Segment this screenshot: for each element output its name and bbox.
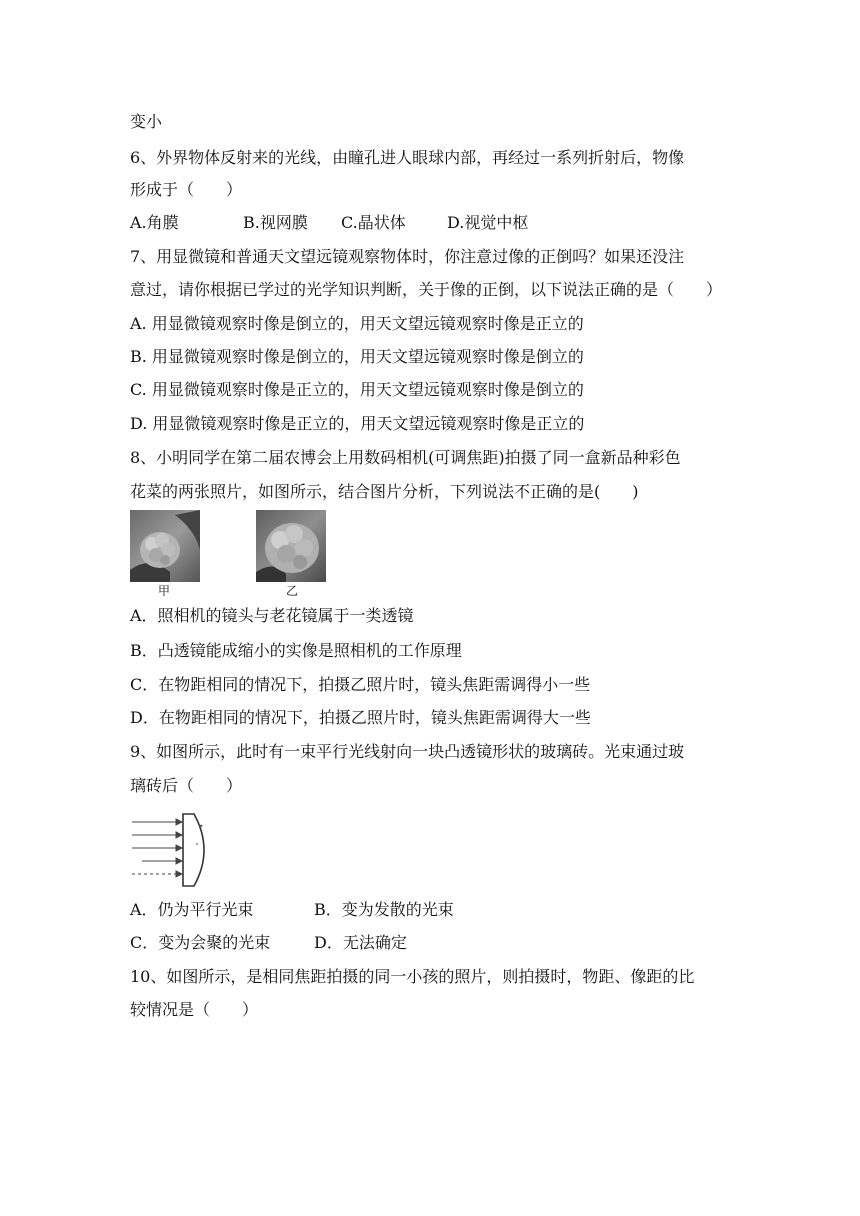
q9-option-c: C．变为会聚的光束 [130,933,271,952]
q10-stem-line-1: 10、如图所示，是相同焦距拍摄的同一小孩的照片，则拍摄时，物距、像距的比 [130,967,695,986]
continuation-line: 变小 [130,112,163,131]
q7-option-c: C. 用显微镜观察时像是正立的，用天文望远镜观察时像是倒立的 [130,380,584,399]
q8-option-a: A．照相机的镜头与老花镜属于一类透镜 [130,606,414,625]
q8-stem-line-2: 花菜的两张照片，如图所示，结合图片分析，下列说法不正确的是( ) [130,482,639,501]
q7-option-a: A. 用显微镜观察时像是倒立的，用天文望远镜观察时像是正立的 [130,314,584,333]
q9-stem-line-1: 9、如图所示，此时有一束平行光线射向一块凸透镜形状的玻璃砖。光束通过玻 [130,742,685,761]
q10-stem-line-2: 较情况是（ ） [130,1000,259,1019]
q6-options [130,213,528,233]
q6-option-d: D.视觉中枢 [447,213,529,232]
q9-option-b: B．变为发散的光束 [314,900,454,919]
lens-glass-figure [130,810,220,890]
q6-stem-line-2: 形成于（ ） [130,180,243,199]
q7-option-b: B. 用显微镜观察时像是倒立的，用天文望远镜观察时像是倒立的 [130,347,584,366]
q8-option-c: C．在物距相同的情况下，拍摄乙照片时，镜头焦距需调得小一些 [130,675,591,694]
q8-option-d: D．在物距相同的情况下，拍摄乙照片时，镜头焦距需调得大一些 [130,708,591,727]
q9-option-d: D．无法确定 [314,933,407,952]
cauliflower-photo-jia [130,510,200,582]
q8-stem-line-1: 8、小明同学在第二届农博会上用数码相机(可调焦距)拍摄了同一盒新品种彩色 [130,448,681,467]
q6-option-c: C.晶状体 [341,213,406,232]
photo-caption-jia: 甲 [158,584,171,598]
q9-options-row-2 [130,933,407,953]
cauliflower-photo-yi [256,510,326,582]
q7-stem-line-2: 意过，请你根据已学过的光学知识判断，关于像的正倒，以下说法正确的是（ ） [130,280,723,299]
photo-caption-yi: 乙 [286,584,299,598]
q6-stem-line-1: 6、外界物体反射来的光线，由瞳孔进人眼球内部，再经过一系列折射后，物像 [130,148,685,167]
q9-option-a: A．仍为平行光束 [130,900,254,919]
q7-stem-line-1: 7、用显微镜和普通天文望远镜观察物体时，你注意过像的正倒吗？如果还没注 [130,247,685,266]
q9-stem-line-2: 璃砖后（ ） [130,776,243,795]
photo-yi [256,510,326,598]
q6-option-b: B.视网膜 [243,213,308,232]
q9-options-row-1 [130,900,454,920]
q7-option-d: D. 用显微镜观察时像是正立的，用天文望远镜观察时像是正立的 [130,414,585,433]
photo-jia [130,510,200,598]
q6-option-a: A.角膜 [130,213,179,232]
q8-option-b: B．凸透镜能成缩小的实像是照相机的工作原理 [130,641,462,660]
